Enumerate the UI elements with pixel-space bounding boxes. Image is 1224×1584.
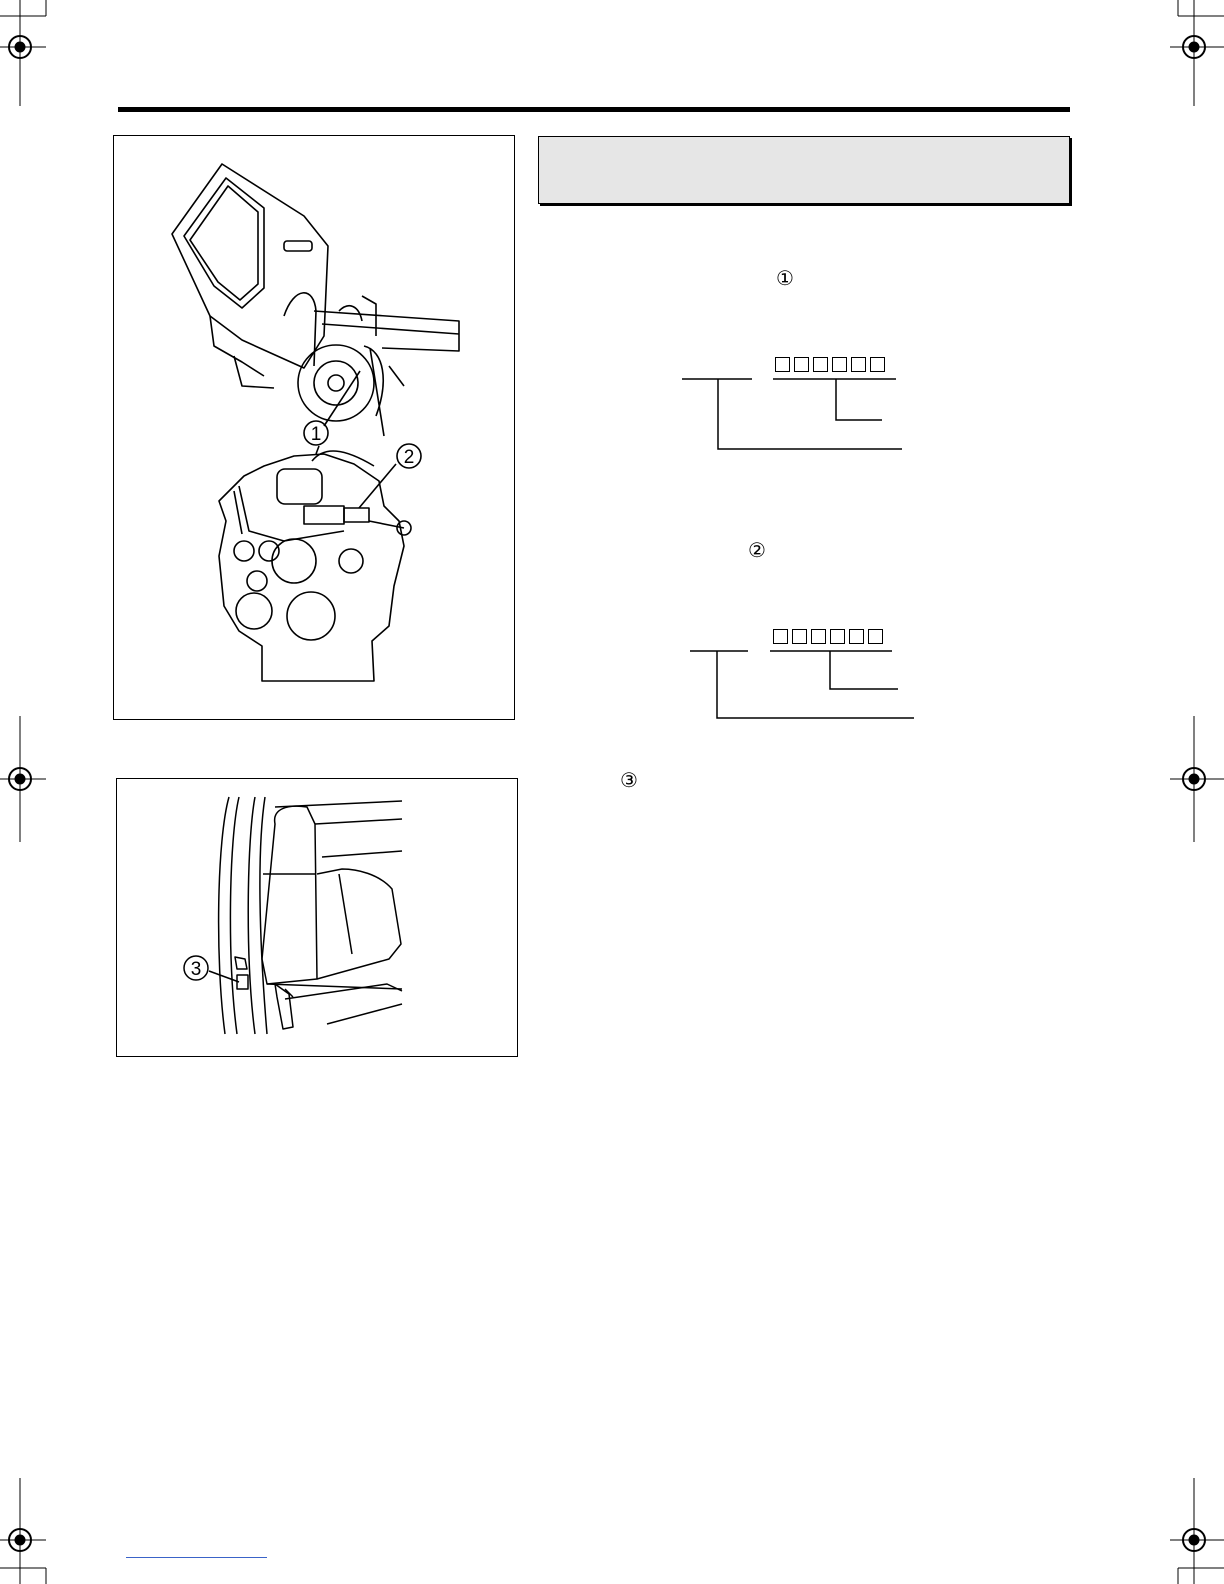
cab-interior-illustration <box>117 779 517 1056</box>
empty-square-digit-icon <box>773 629 788 644</box>
figure-vehicle-engine <box>113 135 515 720</box>
empty-square-digit-icon <box>870 357 885 372</box>
empty-square-digit-icon <box>794 357 809 372</box>
serial-diagram-2-digits <box>773 628 887 646</box>
figure-cab-interior <box>116 778 518 1057</box>
empty-square-digit-icon <box>851 357 866 372</box>
empty-square-digit-icon <box>775 357 790 372</box>
footer-link-underline[interactable] <box>126 1557 267 1558</box>
empty-square-digit-icon <box>849 629 864 644</box>
empty-square-digit-icon <box>830 629 845 644</box>
empty-square-digit-icon <box>832 357 847 372</box>
serial-diagram-1-digits <box>775 356 889 374</box>
empty-square-digit-icon <box>811 629 826 644</box>
callout-3-marker: ③ <box>620 768 638 792</box>
figure-label-3: 3 <box>190 959 202 980</box>
callout-1-marker: ① <box>776 266 794 290</box>
empty-square-digit-icon <box>868 629 883 644</box>
empty-square-digit-icon <box>813 357 828 372</box>
section-heading-box <box>538 136 1070 204</box>
figure-label-2: 2 <box>403 447 415 468</box>
figure-label-1: 1 <box>310 424 322 445</box>
header-rule <box>118 107 1070 112</box>
empty-square-digit-icon <box>792 629 807 644</box>
vehicle-engine-illustration <box>114 136 514 719</box>
callout-2-marker: ② <box>748 538 766 562</box>
